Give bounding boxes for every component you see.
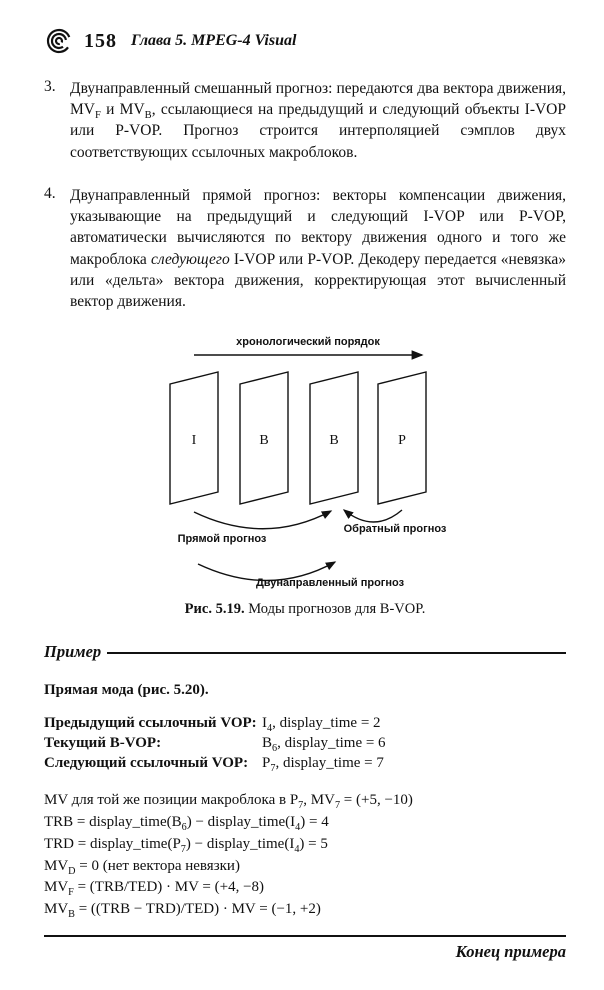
list-item-number: 4. bbox=[44, 184, 56, 202]
bvop-prediction-diagram bbox=[150, 334, 460, 592]
forward-prediction-label: Прямой прогноз bbox=[177, 533, 267, 546]
backward-prediction-label: Обратный прогноз bbox=[343, 523, 447, 536]
spiral-logo-icon bbox=[44, 26, 74, 56]
table-row-value: $I_4$, display_time = 2 bbox=[262, 715, 381, 735]
figure-5-19 bbox=[44, 334, 566, 618]
figure-caption-text: Моды прогнозов для B-VOP. bbox=[248, 601, 426, 618]
example-heading: Пример bbox=[44, 642, 102, 662]
example-equations bbox=[44, 790, 566, 921]
bidirectional-prediction-label: Двунаправленный прогноз bbox=[255, 577, 405, 590]
vop-reference-table bbox=[44, 715, 566, 775]
backward-prediction-arrow bbox=[344, 510, 402, 522]
table-row-label: Следующий ссылочный VOP: bbox=[44, 755, 249, 772]
list-item-number: 3. bbox=[44, 78, 56, 95]
vop-frame-label: P bbox=[398, 433, 406, 449]
example-end-block bbox=[44, 935, 566, 962]
vop-frames bbox=[170, 372, 426, 504]
figure-caption-number: Рис. 5.19. bbox=[184, 601, 245, 618]
equation-line: $MV_F = (TRB/TED)$ · MV = (+4, −8) bbox=[44, 879, 265, 899]
page-number: 158 bbox=[84, 29, 117, 52]
equation-line: MV для той же позиции макроблока в $P_7$, $MV_7 = (+5$, −10) bbox=[44, 792, 413, 812]
example-heading-rule bbox=[107, 652, 566, 654]
chapter-title: Глава 5. MPEG-4 Visual bbox=[131, 32, 297, 49]
equation-line: $MV_D = 0$ (нет вектора невязки) bbox=[44, 857, 240, 877]
figure-caption bbox=[44, 601, 566, 618]
example-end-rule bbox=[44, 935, 566, 937]
table-row-value: $B_6$, display_time = 6 bbox=[262, 735, 386, 755]
vop-frame-label: B bbox=[259, 433, 269, 449]
chronology-label: хронологический порядок bbox=[236, 336, 380, 349]
list-item-3 bbox=[44, 78, 566, 163]
table-row-label: Текущий B-VOP: bbox=[44, 735, 162, 752]
equation-line: TRB = $display\_time(B_6)$ − $display\_time(I_4) = 4$ bbox=[44, 814, 329, 834]
example-heading-row bbox=[44, 642, 566, 662]
example-end-label: Конец примера bbox=[455, 941, 566, 961]
equation-line: TRD = $display\_time(P_7)$ − $display\_time(I_4) = 5$ bbox=[44, 835, 328, 855]
list-item-text: Двунаправленный смешанный прогноз: передаются два вектора движения, $MV_F$ и $MV_B$, ссылающиеся на предыдущий и следующий объекты I-VOP или P-VOP. Прогноз строится интерполяцией сэмплов двух соответствующих ссылочных макроблоков. bbox=[70, 80, 566, 161]
list-item-text: Двунаправленный прямой прогноз: векторы компенсации движения, указывающие на предыдущий и следующий I-VOP или P-VOP, автоматически вычисляются по вектору движения одного и того же макроблока следующего I-VOP или P-VOP. Декодеру передается «невязка» или «дельта» вектора движения, корректирующая этот вычисленный вектор движения. bbox=[70, 186, 566, 311]
table-row-label: Предыдущий ссылочный VOP: bbox=[44, 715, 257, 732]
page-header bbox=[44, 26, 566, 56]
example-subheading: Прямая мода (рис. 5.20). bbox=[44, 682, 209, 699]
equation-line: $MV_B = ((TRB - TRD)/TED)$ · MV = (−1, +2) bbox=[44, 901, 321, 921]
table-row-value: $P_7$, display_time = 7 bbox=[262, 755, 384, 775]
list-item-4 bbox=[44, 185, 566, 312]
vop-frame-label: I bbox=[191, 433, 197, 449]
vop-frame-label: B bbox=[329, 433, 339, 449]
forward-prediction-arrow bbox=[194, 511, 331, 529]
